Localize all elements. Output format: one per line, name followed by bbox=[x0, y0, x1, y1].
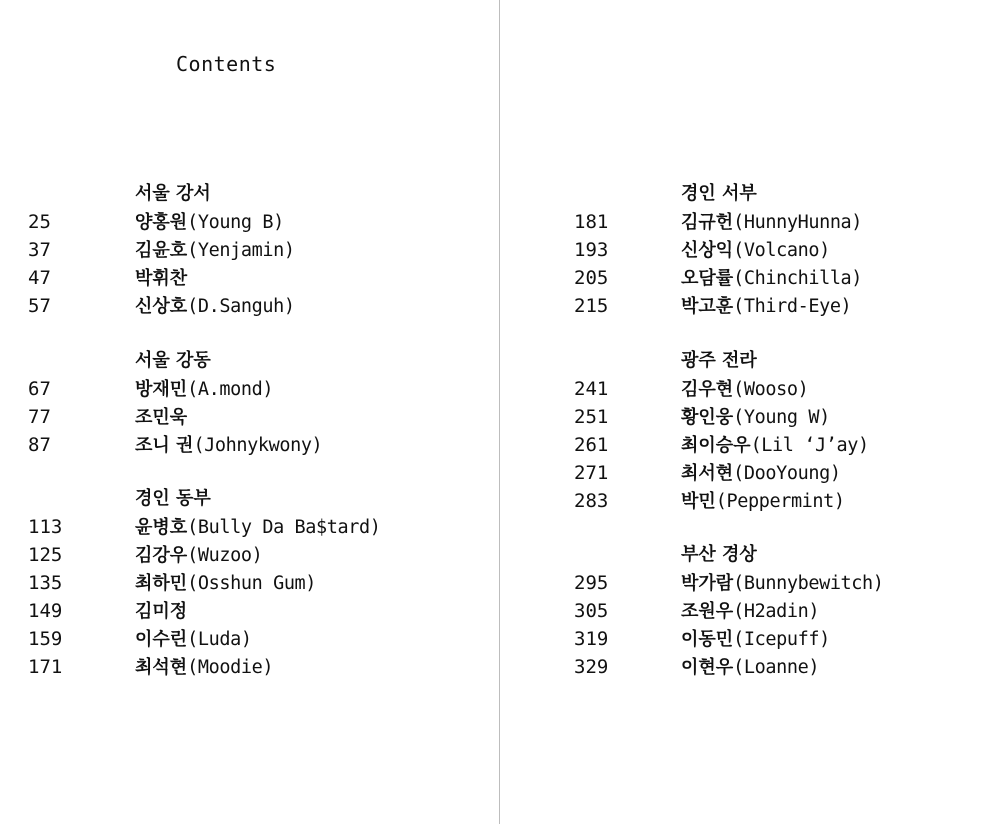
artist-name-korean: 조민욱 bbox=[135, 407, 188, 428]
artist-name-alias: (Bully Da Ba$tard) bbox=[187, 517, 381, 538]
artist-name bbox=[135, 403, 187, 432]
contents-entry[interactable] bbox=[28, 236, 480, 264]
artist-name-korean: 조원우 bbox=[681, 601, 734, 622]
section-heading: 경인 서부 bbox=[681, 183, 757, 204]
artist-name bbox=[681, 431, 869, 460]
contents-entry[interactable] bbox=[574, 236, 981, 264]
contents-entry[interactable] bbox=[574, 597, 981, 625]
artist-name-alias: (Icepuff) bbox=[733, 629, 830, 650]
contents-section bbox=[28, 347, 480, 459]
artist-name bbox=[135, 236, 295, 265]
artist-name-alias: (DooYoung) bbox=[733, 463, 841, 484]
artist-name bbox=[681, 487, 845, 516]
artist-name-korean: 김미정 bbox=[135, 601, 188, 622]
artist-name bbox=[135, 431, 322, 460]
contents-entry[interactable] bbox=[28, 264, 480, 292]
page-number: 149 bbox=[28, 600, 63, 622]
artist-name-korean: 윤병호 bbox=[135, 517, 188, 538]
page-number: 57 bbox=[28, 295, 51, 317]
page-title: Contents bbox=[176, 52, 277, 76]
page-number: 271 bbox=[574, 462, 609, 484]
contents-entry[interactable] bbox=[574, 264, 981, 292]
artist-name-korean: 신상호 bbox=[135, 296, 188, 317]
artist-name bbox=[681, 569, 884, 598]
page-number: 113 bbox=[28, 516, 63, 538]
page-number: 181 bbox=[574, 211, 609, 233]
artist-name-korean: 이수린 bbox=[135, 629, 188, 650]
artist-name bbox=[681, 459, 841, 488]
artist-name bbox=[135, 264, 187, 293]
artist-name-korean: 박고훈 bbox=[681, 296, 734, 317]
artist-name bbox=[135, 292, 295, 321]
artist-name-korean: 김규헌 bbox=[681, 212, 734, 233]
section-heading: 광주 전라 bbox=[681, 350, 757, 371]
page-number: 319 bbox=[574, 628, 609, 650]
page-number: 67 bbox=[28, 378, 51, 400]
section-heading: 경인 동부 bbox=[135, 488, 211, 509]
artist-name-alias: (Johnykwony) bbox=[193, 435, 323, 456]
contents-entry[interactable] bbox=[574, 625, 981, 653]
contents-entry[interactable] bbox=[28, 541, 480, 569]
artist-name-alias: (Chinchilla) bbox=[733, 268, 863, 289]
page-number: 25 bbox=[28, 211, 51, 233]
contents-entry[interactable] bbox=[28, 513, 480, 541]
page-number: 171 bbox=[28, 656, 63, 678]
page-number: 251 bbox=[574, 406, 609, 428]
contents-entry[interactable] bbox=[574, 403, 981, 431]
artist-name-alias: (Lil ‘J’ay) bbox=[750, 435, 869, 456]
section-heading: 서울 강서 bbox=[135, 183, 211, 204]
artist-name bbox=[681, 292, 851, 321]
contents-entry[interactable] bbox=[28, 208, 480, 236]
contents-entry[interactable] bbox=[28, 597, 480, 625]
page-number: 87 bbox=[28, 434, 51, 456]
page-number: 305 bbox=[574, 600, 609, 622]
page-number: 37 bbox=[28, 239, 51, 261]
contents-entry[interactable] bbox=[28, 292, 480, 320]
artist-name-korean: 신상익 bbox=[681, 240, 734, 261]
page-number: 241 bbox=[574, 378, 609, 400]
artist-name-korean: 최하민 bbox=[135, 573, 188, 594]
artist-name bbox=[135, 597, 187, 626]
artist-name bbox=[135, 653, 273, 682]
page-number: 77 bbox=[28, 406, 51, 428]
contents-entry[interactable] bbox=[574, 292, 981, 320]
artist-name bbox=[135, 569, 316, 598]
artist-name-alias: (Moodie) bbox=[187, 657, 274, 678]
artist-name-korean: 최이승우 bbox=[681, 435, 751, 456]
contents-entry[interactable] bbox=[28, 431, 480, 459]
contents-section bbox=[574, 541, 981, 681]
artist-name bbox=[681, 375, 808, 404]
page-number: 261 bbox=[574, 434, 609, 456]
artist-name-alias: (Young B) bbox=[187, 212, 284, 233]
artist-name bbox=[135, 375, 273, 404]
artist-name bbox=[681, 625, 830, 654]
contents-entry[interactable] bbox=[574, 375, 981, 403]
artist-name-alias: (Luda) bbox=[187, 629, 252, 650]
artist-name-korean: 조니 권 bbox=[135, 435, 194, 456]
artist-name-alias: (Third-Eye) bbox=[733, 296, 852, 317]
contents-entry[interactable] bbox=[28, 375, 480, 403]
page-number: 329 bbox=[574, 656, 609, 678]
page-number: 135 bbox=[28, 572, 63, 594]
artist-name-korean: 김우현 bbox=[681, 379, 734, 400]
artist-name-alias: (Peppermint) bbox=[715, 491, 845, 512]
contents-section bbox=[28, 485, 480, 681]
artist-name-alias: (HunnyHunna) bbox=[733, 212, 863, 233]
artist-name bbox=[681, 264, 862, 293]
artist-name-alias: (H2adin) bbox=[733, 601, 820, 622]
artist-name bbox=[681, 236, 830, 265]
artist-name bbox=[681, 653, 819, 682]
artist-name-alias: (Osshun Gum) bbox=[187, 573, 317, 594]
artist-name-alias: (Bunnybewitch) bbox=[733, 573, 884, 594]
artist-name-korean: 박가람 bbox=[681, 573, 734, 594]
contents-entry[interactable] bbox=[574, 569, 981, 597]
artist-name bbox=[135, 541, 262, 570]
artist-name-korean: 박민 bbox=[681, 491, 716, 512]
artist-name-alias: (Wuzoo) bbox=[187, 545, 263, 566]
artist-name-alias: (A.mond) bbox=[187, 379, 274, 400]
artist-name-alias: (Wooso) bbox=[733, 379, 809, 400]
artist-name-alias: (Yenjamin) bbox=[187, 240, 295, 261]
page-number: 193 bbox=[574, 239, 609, 261]
contents-entry[interactable] bbox=[574, 431, 981, 459]
page-number: 47 bbox=[28, 267, 51, 289]
artist-name-alias: (Volcano) bbox=[733, 240, 830, 261]
right-page bbox=[501, 0, 1000, 824]
artist-name bbox=[681, 403, 830, 432]
page-number: 125 bbox=[28, 544, 63, 566]
artist-name-korean: 최서현 bbox=[681, 463, 734, 484]
artist-name bbox=[135, 513, 380, 542]
artist-name-korean: 방재민 bbox=[135, 379, 188, 400]
contents-entry[interactable] bbox=[574, 653, 981, 681]
artist-name bbox=[681, 597, 819, 626]
section-heading: 부산 경상 bbox=[681, 544, 757, 565]
contents-entry[interactable] bbox=[574, 459, 981, 487]
contents-entry[interactable] bbox=[28, 653, 480, 681]
artist-name-korean: 박휘찬 bbox=[135, 268, 188, 289]
artist-name bbox=[135, 208, 284, 237]
artist-name-korean: 황인웅 bbox=[681, 407, 734, 428]
artist-name bbox=[135, 625, 252, 654]
contents-entry[interactable] bbox=[28, 569, 480, 597]
page-number: 205 bbox=[574, 267, 609, 289]
contents-section bbox=[574, 347, 981, 515]
page-number: 283 bbox=[574, 490, 609, 512]
section-heading: 서울 강동 bbox=[135, 350, 211, 371]
artist-name-korean: 김강우 bbox=[135, 545, 188, 566]
page-number: 295 bbox=[574, 572, 609, 594]
contents-entry[interactable] bbox=[574, 487, 981, 515]
artist-name bbox=[681, 208, 862, 237]
artist-name-korean: 김윤호 bbox=[135, 240, 188, 261]
page-gutter-divider bbox=[499, 0, 500, 824]
artist-name-korean: 이현우 bbox=[681, 657, 734, 678]
contents-section bbox=[28, 180, 480, 320]
contents-entry[interactable] bbox=[28, 625, 480, 653]
artist-name-korean: 최석현 bbox=[135, 657, 188, 678]
artist-name-korean: 오담률 bbox=[681, 268, 734, 289]
contents-entry[interactable] bbox=[28, 403, 480, 431]
page-number: 215 bbox=[574, 295, 609, 317]
artist-name-korean: 양홍원 bbox=[135, 212, 188, 233]
page-number: 159 bbox=[28, 628, 63, 650]
artist-name-alias: (D.Sanguh) bbox=[187, 296, 295, 317]
artist-name-alias: (Young W) bbox=[733, 407, 830, 428]
artist-name-korean: 이동민 bbox=[681, 629, 734, 650]
contents-entry[interactable] bbox=[574, 208, 981, 236]
contents-section bbox=[574, 180, 981, 320]
artist-name-alias: (Loanne) bbox=[733, 657, 820, 678]
